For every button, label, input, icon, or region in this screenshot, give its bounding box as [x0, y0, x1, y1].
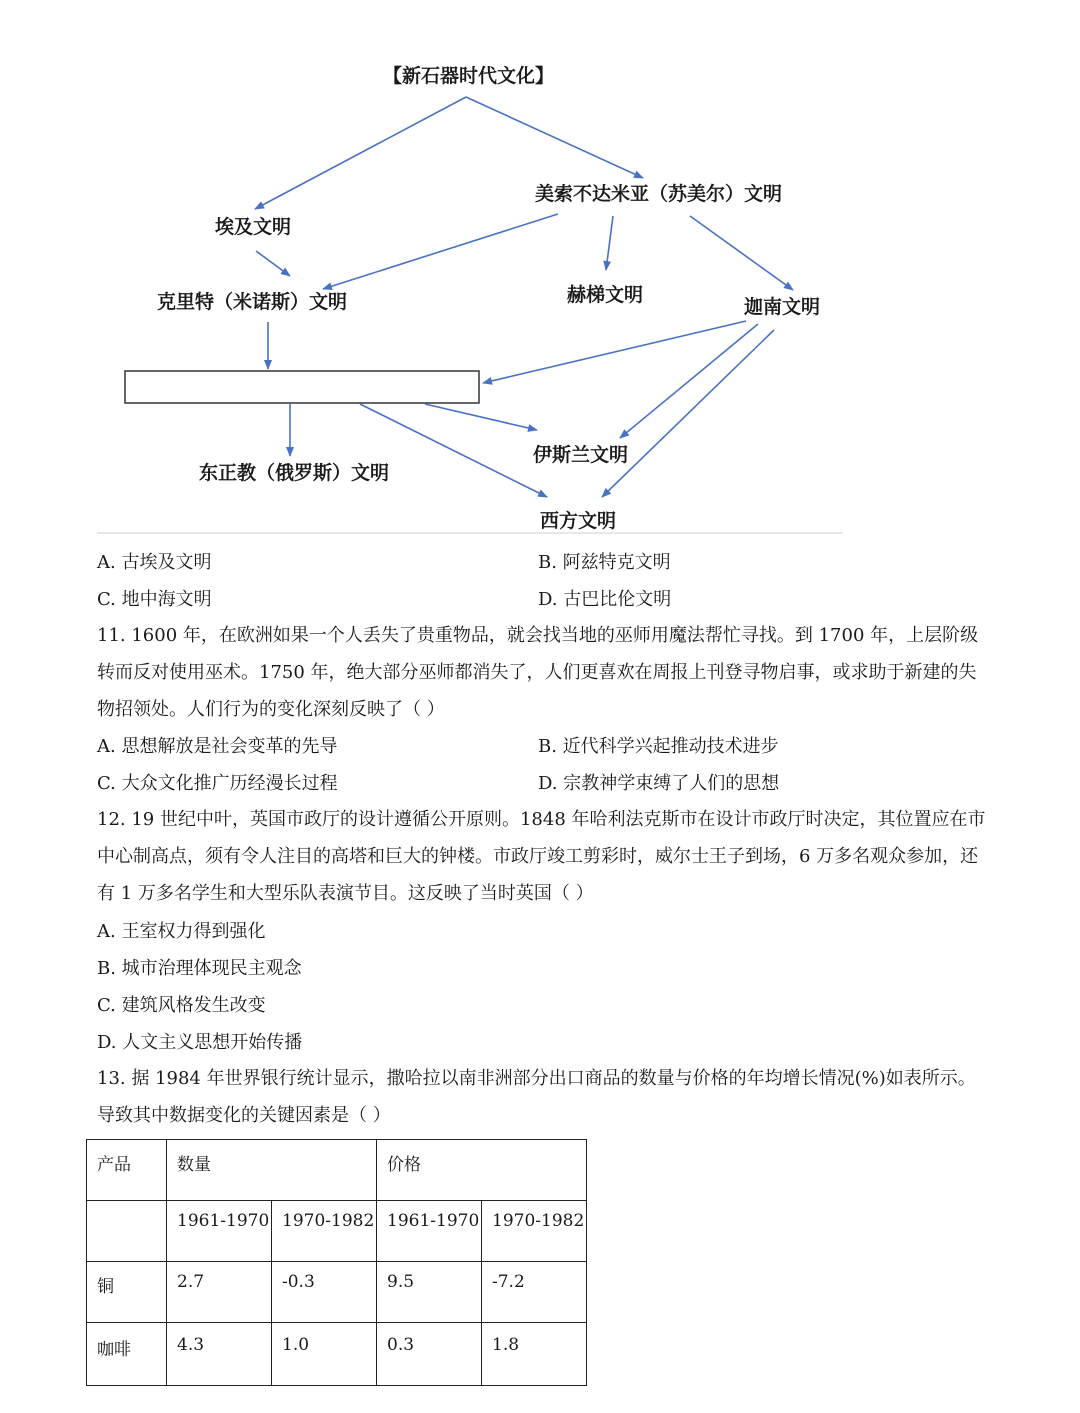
q12-option-d: D. 人文主义思想开始传播 — [97, 1032, 303, 1053]
arrow-meso-hittite — [606, 216, 613, 270]
product-cell: 咖啡 — [87, 1323, 167, 1386]
node-islam: 伊斯兰文明 — [533, 444, 629, 466]
q13-stem: 13. 据 1984 年世界银行统计显示，撒哈拉以南非洲部分出口商品的数量与价格的年均增长情况(%)如表所示。导致其中数据变化的关键因素是（ ） — [97, 1068, 976, 1126]
node-western: 西方文明 — [540, 510, 617, 532]
period-cell: 1961-1970 — [167, 1201, 272, 1262]
civilization-flow-diagram — [0, 0, 1080, 540]
table-row — [87, 1323, 587, 1386]
q11-option-a: A. 思想解放是社会变革的先导 — [97, 736, 338, 757]
header-quantity: 数量 — [167, 1140, 377, 1201]
node-orthodox: 东正教（俄罗斯）文明 — [199, 462, 390, 484]
q12-option-a: A. 王室权力得到强化 — [97, 921, 266, 942]
node-egypt: 埃及文明 — [215, 216, 292, 238]
node-canaan: 迦南文明 — [744, 296, 821, 318]
arrow-root-meso — [466, 97, 643, 178]
q12-option-c: C. 建筑风格发生改变 — [97, 995, 266, 1016]
table-period-row — [87, 1201, 587, 1262]
product-cell: 铜 — [87, 1262, 167, 1323]
value-cell: 0.3 — [377, 1323, 482, 1386]
arrow-meso-canaan — [690, 216, 793, 290]
q11-option-d: D. 宗教神学束缚了人们的思想 — [538, 773, 780, 794]
table-header-row — [87, 1140, 587, 1201]
value-cell: -0.3 — [272, 1262, 377, 1323]
node-crete: 克里特（米诺斯）文明 — [157, 291, 348, 313]
arrow-egypt-crete — [256, 251, 290, 276]
period-cell: 1970-1982 — [272, 1201, 377, 1262]
value-cell: -7.2 — [482, 1262, 587, 1323]
value-cell: 1.0 — [272, 1323, 377, 1386]
header-price: 价格 — [377, 1140, 587, 1201]
value-cell: 9.5 — [377, 1262, 482, 1323]
export-growth-table — [86, 1139, 587, 1386]
header-product: 产品 — [87, 1140, 167, 1201]
value-cell: 1.8 — [482, 1323, 587, 1386]
q10-option-b: B. 阿兹特克文明 — [538, 552, 671, 573]
period-cell: 1970-1982 — [482, 1201, 587, 1262]
table-row — [87, 1262, 587, 1323]
q12-stem: 12. 19 世纪中叶，英国市政厅的设计遵循公开原则。1848 年哈利法克斯市在设计市政厅时决定，其位置应在市中心制高点，须有令人注目的高塔和巨大的钟楼。市政厅竣工剪彩时，威尔士王子到场，6 万多名观众参加，还有 1 万多名学生和大型乐队表演节目。这反映了当时英国（ ） — [97, 809, 986, 904]
node-hittite: 赫梯文明 — [567, 284, 644, 306]
q10-option-c: C. 地中海文明 — [97, 589, 212, 610]
period-blank — [87, 1201, 167, 1262]
arrow-canaan-box — [483, 321, 746, 383]
arrow-box-islam — [425, 404, 537, 430]
value-cell: 2.7 — [167, 1262, 272, 1323]
q12-option-b: B. 城市治理体现民主观念 — [97, 958, 302, 979]
node-mesopotamia: 美索不达米亚（苏美尔）文明 — [535, 183, 783, 205]
q11-option-b: B. 近代科学兴起推动技术进步 — [538, 736, 779, 757]
arrow-canaan-west — [602, 330, 774, 497]
node-neolithic: 【新石器时代文化】 — [383, 65, 555, 87]
blank-answer-box — [125, 371, 479, 403]
q10-option-a: A. 古埃及文明 — [97, 552, 212, 573]
q11-option-c: C. 大众文化推广历经漫长过程 — [97, 773, 338, 794]
q11-stem: 11. 1600 年，在欧洲如果一个人丢失了贵重物品，就会找当地的巫师用魔法帮忙寻找。到 1700 年，上层阶级转而反对使用巫术。1750 年，绝大部分巫师都消失了，人们更喜欢在周报上刊登寻物启事，或求助于新建的失物招领处。人们行为的变化深刻反映了（ ） — [97, 625, 979, 720]
arrow-canaan-islam — [620, 324, 758, 438]
arrow-meso-crete — [323, 214, 558, 289]
arrow-root-egypt — [255, 97, 466, 209]
q10-option-d: D. 古巴比伦文明 — [538, 589, 672, 610]
value-cell: 4.3 — [167, 1323, 272, 1386]
period-cell: 1961-1970 — [377, 1201, 482, 1262]
